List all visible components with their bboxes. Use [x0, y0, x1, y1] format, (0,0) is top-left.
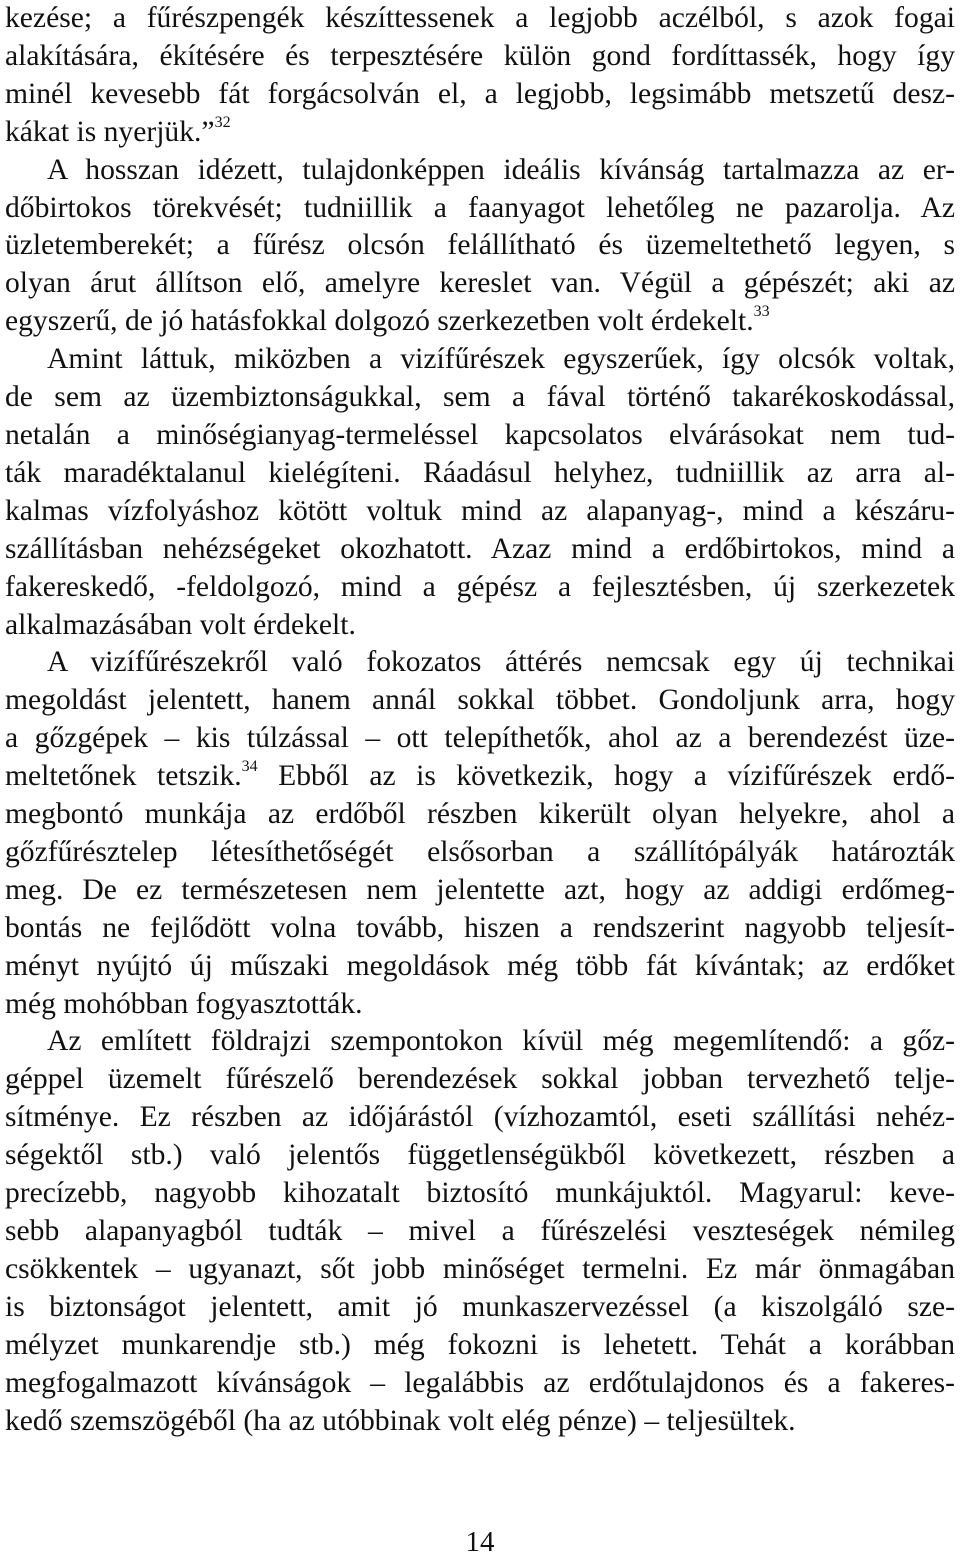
text-line	[5, 114, 955, 152]
text-line	[5, 720, 955, 758]
text-line	[5, 1365, 955, 1403]
line-text: meg. De ez természetesen nem jelentette azt, hogy az addigi erdőmeg-	[5, 873, 955, 906]
footnote-reference: 32	[214, 113, 231, 131]
footnote-reference: 34	[241, 758, 258, 776]
text-line	[5, 644, 955, 682]
line-text: sítménye. Ez részben az időjárástól (vízhozamtól, eseti szállítási nehéz-	[5, 1101, 955, 1134]
line-text: alkalmazásában volt érdekelt.	[5, 608, 356, 641]
line-text: precízebb, nagyobb kihozatalt biztosító munkájuktól. Magyarul: keve-	[5, 1177, 955, 1210]
line-text: olyan árut állítson elő, amelyre kereslet van. Végül a gépészét; aki az	[5, 267, 955, 300]
text-line	[5, 872, 955, 910]
text-line	[5, 834, 955, 872]
line-text: kákat is nyerjük.”	[5, 115, 215, 148]
line-text: gőzfűrésztelep létesíthetőségét elsősorban a szállítópályák határozták	[5, 835, 955, 868]
text-line	[5, 986, 955, 1024]
line-text: ményt nyújtó új műszaki megoldások még több fát kívántak; az erdőket	[5, 949, 955, 982]
line-text: dőbirtokos törekvését; tudniillik a faanyagot lehetőleg ne pazarolja. Az	[5, 191, 955, 224]
text-line	[5, 455, 955, 493]
text-line	[5, 341, 955, 379]
text-line	[5, 1213, 955, 1251]
line-text: szállításban nehézségeket okozhatott. Azaz mind a erdőbirtokos, mind a	[5, 532, 955, 565]
text-line	[5, 152, 955, 190]
text-line	[5, 493, 955, 531]
line-text: üzletemberekét; a fűrész olcsón felállítható és üzemeltethető legyen, s	[5, 229, 955, 262]
text-line	[5, 1327, 955, 1365]
text-line	[5, 38, 955, 76]
line-text: mélyzet munkarendje stb.) még fokozni is lehetett. Tehát a korábban	[5, 1328, 955, 1361]
page-number: 14	[465, 1526, 495, 1558]
text-line	[5, 1175, 955, 1213]
line-text: fakereskedő, -feldolgozó, mind a gépész a fejlesztésben, új szerkezetek	[5, 570, 955, 603]
line-text: csökkentek – ugyanazt, sőt jobb minőséget termelni. Ez már önmagában	[5, 1252, 955, 1285]
line-text: megfogalmazott kívánságok – legalábbis az erdőtulajdonos és a fakeres-	[5, 1366, 955, 1399]
line-text: netalán a minőségianyag-termeléssel kapcsolatos elvárásokat nem tud-	[5, 418, 955, 451]
text-line	[5, 531, 955, 569]
line-text: ségektől stb.) való jelentős függetlenségükből következett, részben a	[5, 1139, 955, 1172]
line-text: sebb alapanyagból tudták – mivel a fűrészelési veszteségek némileg	[5, 1215, 955, 1247]
text-line	[5, 1099, 955, 1137]
line-text: meltetőnek tetszik.	[5, 760, 242, 793]
text-line	[5, 1289, 955, 1327]
line-text: kalmas vízfolyáshoz kötött voltuk mind az alapanyag-, mind a készáru-	[5, 494, 955, 527]
line-text: Amint láttuk, miközben a vizífűrészek egyszerűek, így olcsók voltak,	[47, 343, 955, 376]
line-text-continued: Ebből az is következik, hogy a vízifűrészek erdő-	[257, 760, 955, 793]
text-line	[5, 1023, 955, 1061]
line-text: A vizífűrészekről való fokozatos áttérés nemcsak egy új technikai	[47, 646, 955, 679]
line-text: bontás ne fejlődött volna tovább, hiszen a rendszerint nagyobb teljesít-	[5, 911, 955, 944]
line-text: kedő szemszögéből (ha az utóbbinak volt elég pénze) – teljesültek.	[5, 1404, 796, 1437]
text-line	[5, 910, 955, 948]
text-line	[5, 76, 955, 114]
text-line	[5, 227, 955, 265]
page-body-text	[5, 0, 955, 1440]
text-line	[5, 265, 955, 303]
text-line	[5, 682, 955, 720]
line-text: megoldást jelentett, hanem annál sokkal többet. Gondoljunk arra, hogy	[5, 684, 955, 717]
text-line	[5, 758, 955, 796]
text-line	[5, 607, 955, 645]
line-text: ták maradéktalanul kielégíteni. Ráadásul helyhez, tudniillik az arra al-	[5, 456, 955, 489]
text-line	[5, 1137, 955, 1175]
text-line	[5, 379, 955, 417]
text-line	[5, 303, 955, 341]
text-line	[5, 1251, 955, 1289]
text-line	[5, 569, 955, 607]
line-text: egyszerű, de jó hatásfokkal dolgozó szerkezetben volt érdekelt.	[5, 305, 754, 338]
line-text: még mohóbban fogyasztották.	[5, 987, 363, 1020]
text-line	[5, 796, 955, 834]
line-text: minél kevesebb fát forgácsolván el, a legjobb, legsimább metszetű desz-	[5, 77, 955, 110]
line-text: megbontó munkája az erdőből részben kikerült olyan helyekre, ahol a	[5, 798, 955, 831]
line-text: A hosszan idézett, tulajdonképpen ideális kívánság tartalmazza az er-	[47, 153, 955, 186]
footnote-reference: 33	[753, 303, 770, 321]
line-text: is biztonságot jelentett, amit jó munkaszervezéssel (a kiszolgáló sze-	[5, 1290, 955, 1323]
text-line	[5, 417, 955, 455]
line-text: kezése; a fűrészpengék készíttessenek a legjobb aczélból, s azok fogai	[5, 2, 955, 34]
text-line	[5, 1403, 955, 1441]
line-text: alakítására, ékítésére és terpesztésére külön gond fordíttassék, hogy így	[5, 39, 955, 72]
text-line	[5, 190, 955, 228]
line-text: Az említett földrajzi szempontokon kívül még megemlítendő: a gőz-	[47, 1025, 955, 1058]
text-line	[5, 1061, 955, 1099]
line-text: a gőzgépek – kis túlzással – ott telepíthetők, ahol az a berendezést üze-	[5, 722, 955, 755]
line-text: de sem az üzembiztonságukkal, sem a fával történő takarékoskodással,	[5, 381, 955, 414]
line-text: géppel üzemelt fűrészelő berendezések sokkal jobban tervezhető telje-	[5, 1063, 955, 1096]
text-line	[5, 948, 955, 986]
text-line	[5, 0, 955, 38]
